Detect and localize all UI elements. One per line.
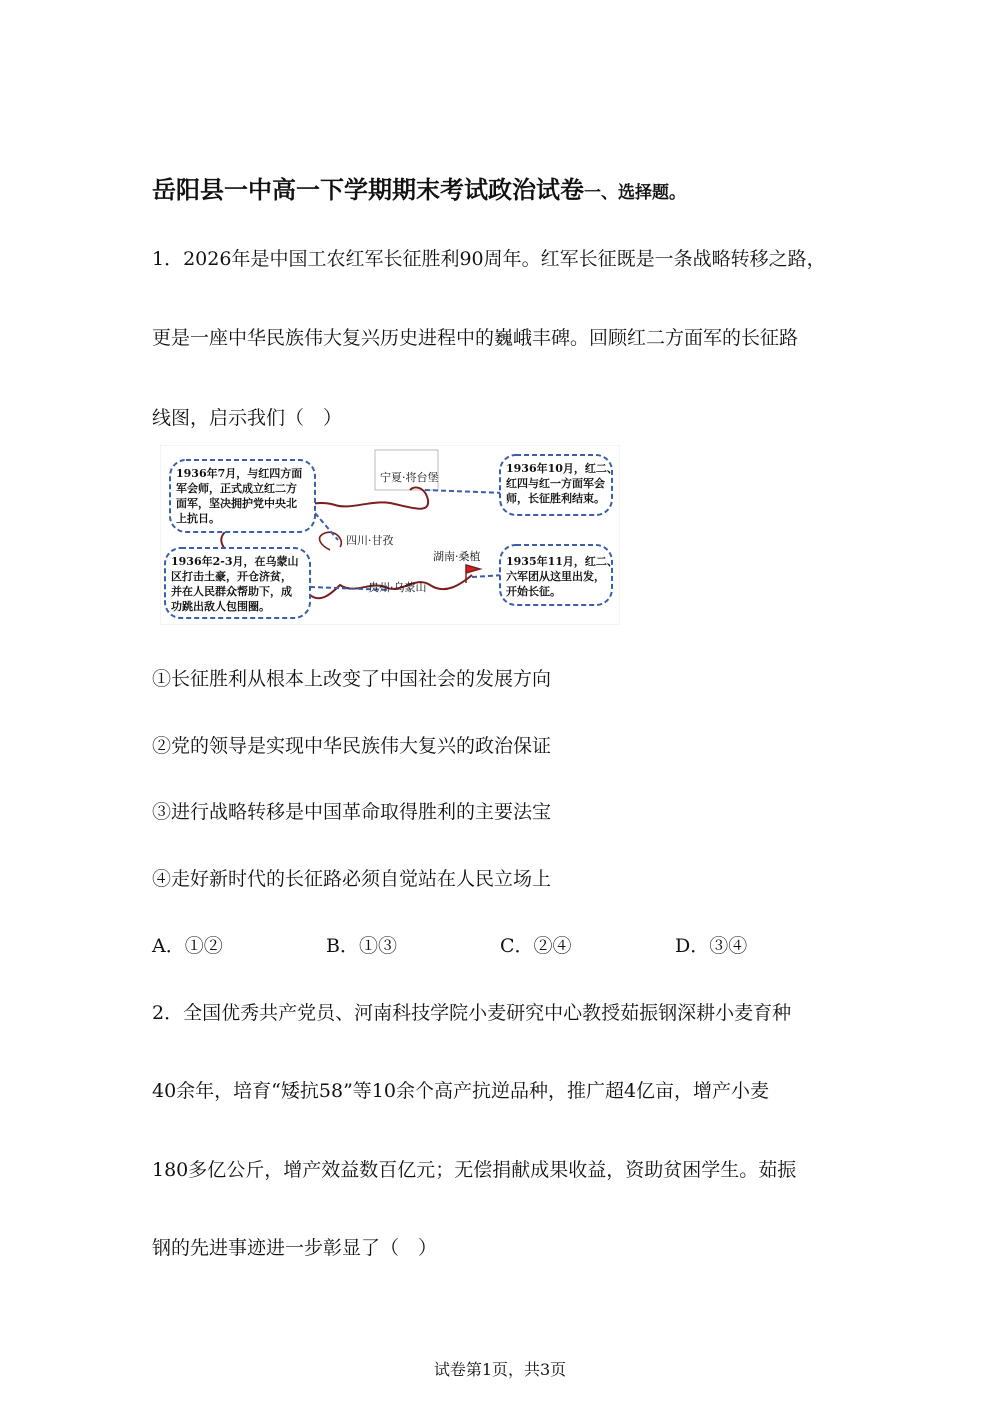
callout-text: 1936年2-3月，在乌蒙山 xyxy=(171,555,299,568)
q2-stem-line: 40余年，培育“矮抗58”等10余个高产抗逆品种，推广超4亿亩，增产小麦 xyxy=(152,1080,770,1102)
q1-option-c[interactable]: C．②④ xyxy=(500,935,572,957)
q1-option-b[interactable]: B．①③ xyxy=(326,935,397,957)
callout-text: 军会师，正式成立红二方 xyxy=(176,482,297,495)
q1-statement: ④走好新时代的长征路必须自觉站在人民立场上 xyxy=(152,868,552,890)
callout-text: 面军，坚决拥护党中央北 xyxy=(176,497,297,510)
callout-text: 1936年10月，红二、 xyxy=(506,462,618,475)
callout-text: 区打击土豪，开仓济贫， xyxy=(171,570,292,583)
callout-text: 开始长征。 xyxy=(506,585,561,598)
callout-text: 功跳出敌人包围圈。 xyxy=(171,600,270,613)
callout-text: 并在人民群众帮助下，成 xyxy=(171,585,292,598)
march-route-line xyxy=(320,532,342,550)
q1-stem-line: 1．2026年是中国工农红军长征胜利90周年。红军长征既是一条战略转移之路， xyxy=(152,248,826,270)
place-label: 宁夏·将台堡 xyxy=(380,471,439,484)
callout-text: 1936年7月，与红四方面 xyxy=(176,467,303,480)
q1-option-a[interactable]: A．①② xyxy=(152,935,223,957)
section-heading: 一、选择题。 xyxy=(584,183,686,203)
q1-statement: ①长征胜利从根本上改变了中国社会的发展方向 xyxy=(152,668,552,690)
q1-stem-line: 线图，启示我们（ ） xyxy=(152,407,343,429)
callout-text: 上抗日。 xyxy=(176,512,220,525)
place-label: 四川·甘孜 xyxy=(346,534,394,547)
callout-text: 红四与红一方面军会 xyxy=(506,477,605,490)
q2-stem-line: 2．全国优秀共产党员、河南科技学院小麦研究中心教授茹振钢深耕小麦育种 xyxy=(152,1002,792,1024)
q1-statement: ③进行战略转移是中国革命取得胜利的主要法宝 xyxy=(152,801,552,823)
long-march-route-map xyxy=(160,445,620,625)
q1-option-d[interactable]: D．③④ xyxy=(675,935,748,957)
page-title xyxy=(152,170,686,205)
place-label: 湖南·桑植 xyxy=(433,550,481,563)
q1-stem-line: 更是一座中华民族伟大复兴历史进程中的巍峨丰碑。回顾红二方面军的长征路 xyxy=(152,327,799,349)
callout-text: 六军团从这里出发， xyxy=(506,570,605,583)
place-label: 贵州·乌蒙山 xyxy=(368,581,427,594)
callout-text: 师，长征胜利结束。 xyxy=(506,492,605,505)
q1-statement: ②党的领导是实现中华民族伟大复兴的政治保证 xyxy=(152,735,552,757)
page-footer: 试卷第1页，共3页 xyxy=(433,1360,567,1379)
q2-stem-line: 180多亿公斤，增产效益数百亿元；无偿捐献成果收益，资助贫困学生。茹振 xyxy=(152,1159,797,1181)
title-main: 岳阳县一中高一下学期期末考试政治试卷 xyxy=(152,176,584,204)
start-flag-icon xyxy=(466,565,480,583)
q2-stem-line: 钢的先进事迹进一步彰显了（ ） xyxy=(152,1237,438,1259)
callout-text: 1935年11月，红二、 xyxy=(506,555,618,568)
